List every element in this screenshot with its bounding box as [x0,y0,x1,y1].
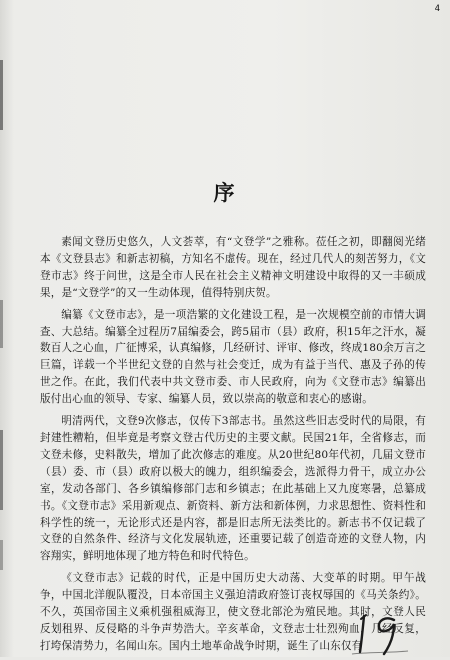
paragraph: 素闻文登历史悠久，人文荟萃，有“文登学”之雅称。莅任之初，即翻阅光绪本《文登县志》和新志初稿，方知名不虚传。现在，经过几代人的刻苦努力，《文登市志》终于问世，这是全市人民在社会主义精神文明建设中取得的又一丰硕成果，是“文登学”的又一生动体现，值得特别庆贺。 [40,236,426,299]
paragraph: 明清两代，文登9次修志，仅传下3部志书。虽然这些旧志受时代的局限，有封建性糟粕，但毕竟是考察文登古代历史的主要文献。民国21年，全省修志，而文登未修，史料散失，增加了此次修志的难度。从20世纪80年代初，几届文登市（县）委、市（县）政府以极大的魄力，组织编委会，选派得力骨干，成立办公室，发动各部门、各乡镇编修部门志和乡镇志；在此基础上又九度寒暑，总纂成书。《文登市志》采用新观点、新资料、新方法和新体例，力求思想性、资料性和科学性的统一，无论形式还是内容，都是旧志所无法类比的。新志书不仅记载了文登的自然条件、经济与文化发展轨迹，还重要记载了创造奇迹的文登人物，内容翔实，鲜明地体现了地方特色和时代特色。 [40,415,426,563]
page-title: 序 [213,180,237,205]
scan-edge-mark [0,430,3,510]
corner-page-number: 4 [434,4,440,14]
scan-edge-mark [0,540,3,570]
scan-edge-mark [0,300,3,348]
paragraph: 《文登市志》记载的时代，正是中国历史大动荡、大变革的时期。甲午战争，中国北洋舰队覆没，日本帝国主义强迫清政府签订丧权辱国的《马关条约》。不久，英国帝国主义乘机强租威海卫，使文登北部沦为殖民地。其时，文登人民反划租界、反侵略的斗争声势浩大。辛亥革命，文登志士壮烈殉血，几经反复，打垮保清势力，名闻山东。国内土地革命战争时期，诞生了山东仅有 [40,572,426,652]
preface-body [40,234,426,660]
scan-edge-mark [0,60,3,130]
handwritten-page-number [348,610,410,656]
paragraph: 编纂《文登市志》，是一项浩繁的文化建设工程，是一次规模空前的市情大调查、大总结。编纂全过程历7届编委会，跨5届市（县）政府，积15年之汗水，凝数百人之心血，广征博采，认真编修，几经研讨、评审、修改，终成180余万言之巨篇，详载一个半世纪文登的自然与社会变迁，成为有益于当代、惠及子孙的传世之作。在此，我们代表中共文登市委、市人民政府，向为《文登市志》编纂出版付出心血的领导、专家、编纂人员，致以崇高的敬意和衷心的感谢。 [40,308,426,406]
